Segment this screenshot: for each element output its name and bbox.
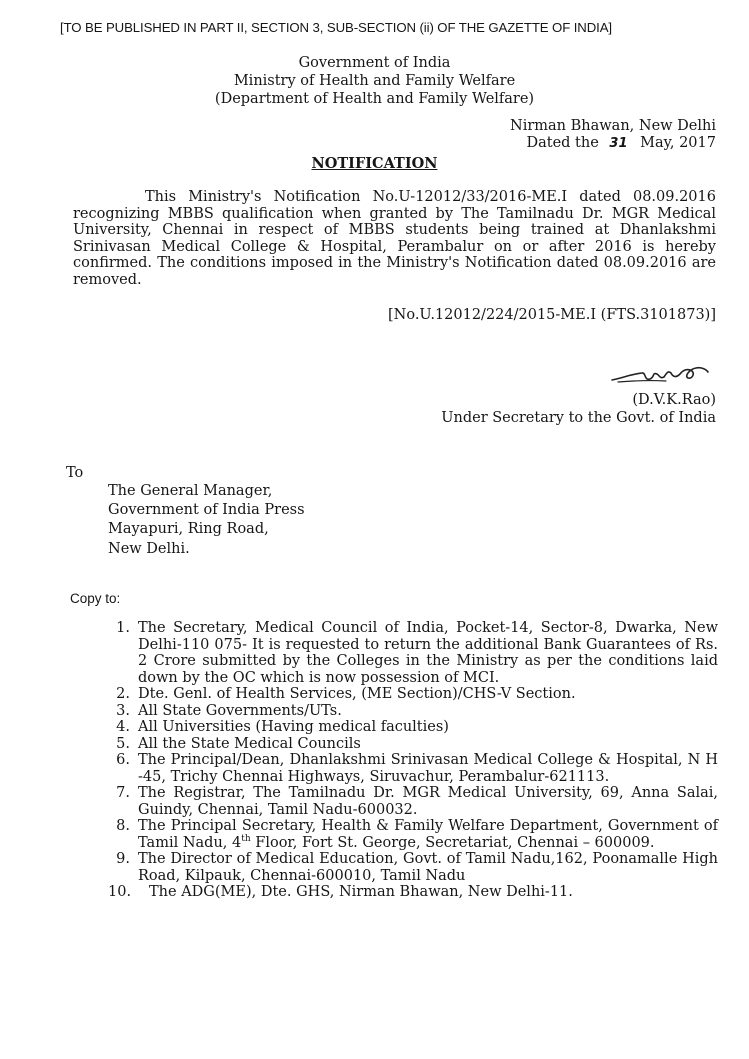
list-item-number: 8. [116,818,130,834]
header-ministry: Ministry of Health and Family Welfare [233,73,516,89]
addressee-line: Government of India Press [108,502,305,519]
list-item [108,620,718,686]
file-number: [No.U.12012/224/2015-ME.I (FTS.3101873)] [388,307,716,323]
list-item [108,752,718,785]
notification-title: NOTIFICATION [311,155,438,172]
list-item-text: The ADG(ME), Dte. GHS, Nirman Bhawan, New Delhi-11. [149,884,573,900]
copy-to-list [108,620,718,901]
notification-body-text: This Ministry's Notification No.U-12012/33/2016-ME.I dated 08.09.2016 recognizing MBBS qualification when granted by The Tamilnadu Dr. MGR Medical University, Chennai in respect of MBBS students being trained at Dhanlakshmi Srinivasan Medical College & Hospital, Perambalur on or after 2016 is hereby confirmed. The conditions imposed in the Ministry's Notification dated 08.09.2016 are removed. [73,189,716,288]
header-department: (Department of Health and Family Welfare) [214,91,535,107]
date-prefix: Dated the [526,135,599,151]
list-item-number: 5. [116,735,130,752]
addressee-line: New Delhi. [108,540,190,557]
list-item-text: All the State Medical Councils [138,735,361,752]
list-item-text: The Principal/Dean, Dhanlakshmi Srinivasan Medical College & Hospital, N H -45, Trichy Chennai Highways, Siruvachur, Perambalur-621113. [138,752,718,785]
list-item-text-part: Floor, Fort St. George, Secretariat, Chennai – 600009. [250,834,655,851]
date-line [526,135,716,151]
list-item [108,719,718,736]
signature-image [608,360,712,386]
list-item-text: All Universities (Having medical faculties) [138,719,449,735]
signatory-designation: Under Secretary to the Govt. of India [441,410,716,426]
list-item-text-part: The Principal Secretary, Health & Family Welfare Department, Government of Tamil Nadu, 4 [138,818,718,851]
list-item-number: 10. [108,884,132,900]
list-item-number: 3. [116,702,130,719]
list-item-number: 1. [116,620,130,636]
copy-to-label: Copy to: [70,591,121,606]
list-item-number: 2. [116,686,130,702]
list-item-text: The Secretary, Medical Council of India, Pocket-14, Sector-8, Dwarka, New Delhi-110 075- It is requested to return the additional Bank Guarantees of Rs. 2 Crore submitted by the Colleges in the Ministry as per the conditions laid down by the OC which is now possession of MCI. [138,620,718,686]
list-item-number: 9. [116,851,130,867]
list-item-number: 6. [116,752,130,768]
addressee-line: Mayapuri, Ring Road, [108,521,269,538]
list-item [108,851,718,884]
list-item [108,884,718,901]
list-item-number: 7. [116,785,130,801]
date-month-year: May, 2017 [640,135,716,151]
list-item [108,818,718,851]
ordinal-superscript: th [241,833,251,844]
list-item [108,785,718,818]
signatory-name: (D.V.K.Rao) [632,392,716,408]
list-item-text: All State Governments/UTs. [138,702,342,719]
place-line: Nirman Bhawan, New Delhi [510,118,716,134]
date-day-handwritten: 31 [609,136,628,151]
list-item [108,703,718,720]
to-label: To [66,465,84,481]
list-item-text [138,818,718,851]
gazette-publication-line: [TO BE PUBLISHED IN PART II, SECTION 3, SUB-SECTION (ii) OF THE GAZETTE OF INDIA] [60,20,612,35]
addressee-block [108,482,305,559]
list-item-number: 4. [116,719,130,735]
list-item-text: The Registrar, The Tamilnadu Dr. MGR Medical University, 69, Anna Salai, Guindy, Chennai, Tamil Nadu-600032. [138,785,718,818]
list-item-text: The Director of Medical Education, Govt. of Tamil Nadu,162, Poonamalle High Road, Kilpauk, Chennai-600010, Tamil Nadu [138,851,718,884]
notification-body [73,189,716,289]
list-item-text: Dte. Genl. of Health Services, (ME Section)/CHS-V Section. [138,686,576,702]
list-item [108,686,718,703]
list-item [108,736,718,753]
addressee-line: The General Manager, [108,483,273,499]
header-government: Government of India [298,55,451,71]
